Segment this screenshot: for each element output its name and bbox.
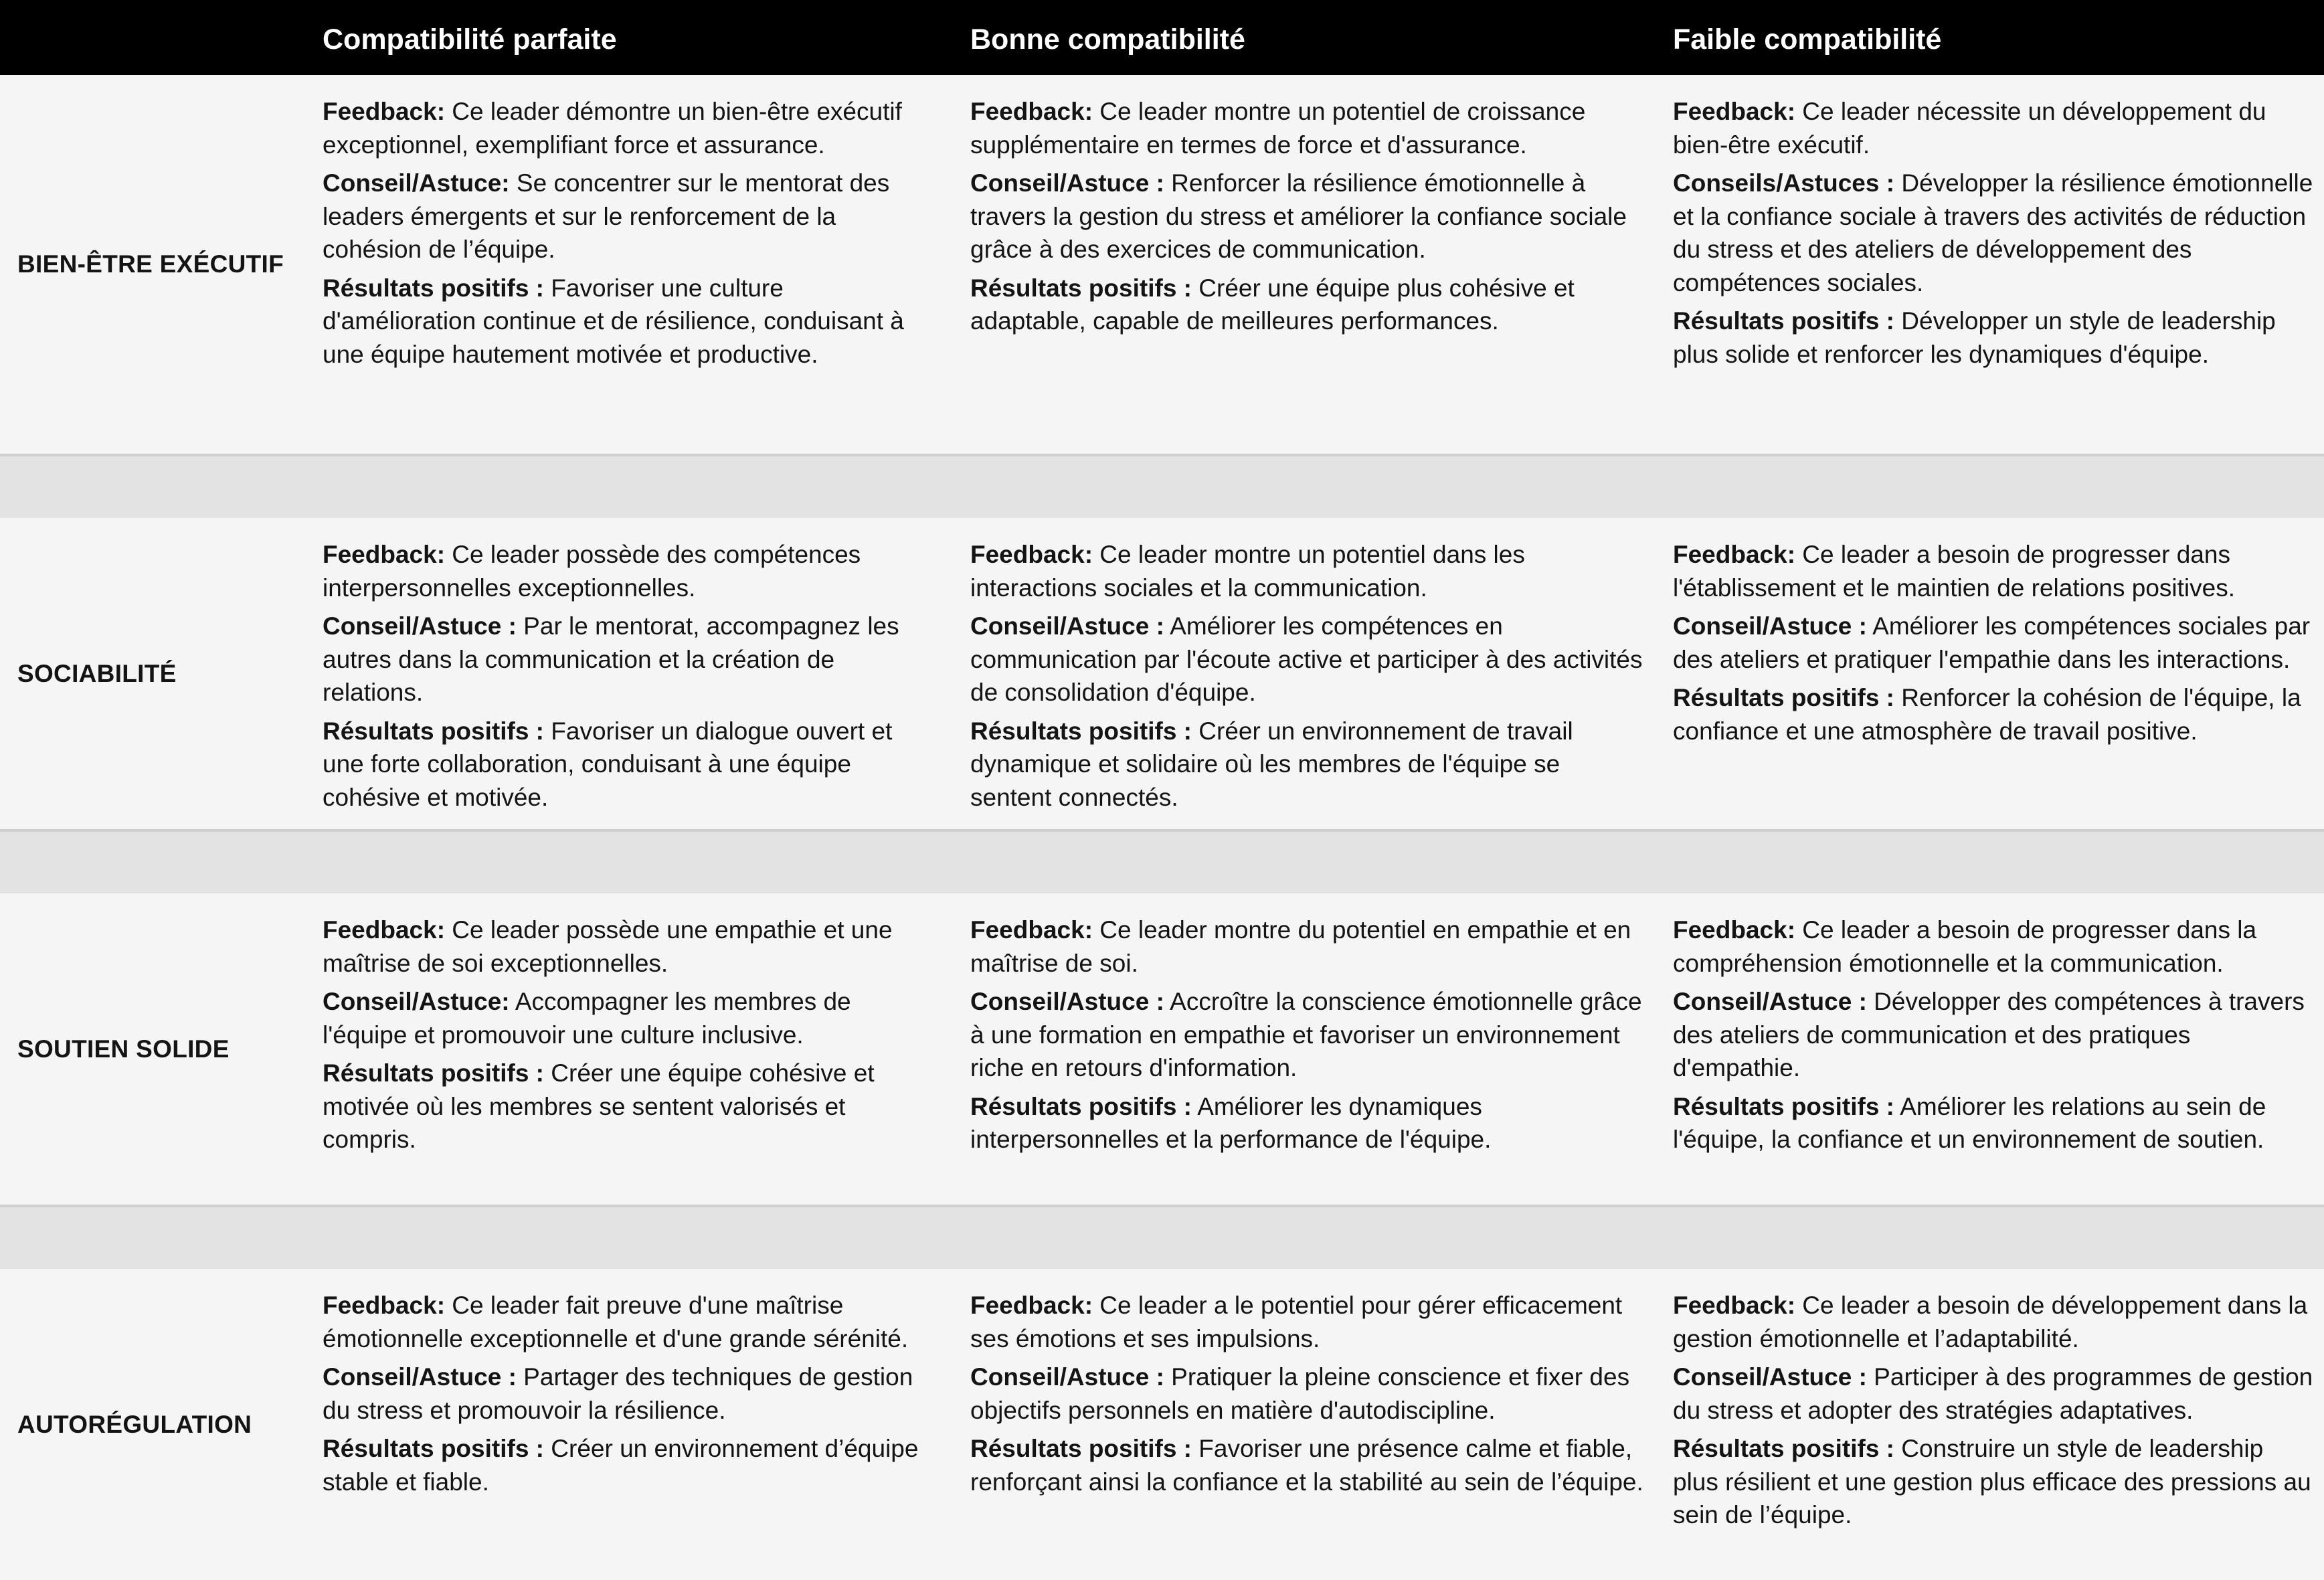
paragraph-text: Participer à des programmes de gestion du stress et adopter des stratégies adaptatives.: [1673, 1363, 2313, 1424]
paragraph-text: Ce leader nécessite un développement du bien-être exécutif.: [1673, 98, 2266, 159]
cell-low: [1673, 1289, 2315, 1537]
cell-perfect: [323, 1289, 938, 1504]
paragraph-key: Résultats positifs :: [970, 1092, 1192, 1120]
positive-results-paragraph: [970, 1090, 1646, 1156]
paragraph-text: Accompagner les membres de l'équipe et promouvoir une culture inclusive.: [323, 988, 851, 1049]
advice-paragraph: [970, 1360, 1646, 1427]
paragraph-text: Créer un environnement de travail dynamique et solidaire où les membres de l'équipe se sentent connectés.: [970, 717, 1573, 811]
paragraph-key: Conseil/Astuce :: [970, 988, 1164, 1015]
advice-paragraph: [970, 985, 1646, 1085]
paragraph-text: Ce leader a besoin de progresser dans l'établissement et le maintien de relations positives.: [1673, 541, 2235, 602]
table-row: [0, 893, 2324, 1205]
paragraph-text: Créer une équipe plus cohésive et adaptable, capable de meilleures performances.: [970, 274, 1575, 335]
paragraph-text: Partager des techniques de gestion du stress et promouvoir la résilience.: [323, 1363, 913, 1424]
positive-results-paragraph: [1673, 681, 2315, 748]
feedback-paragraph: [1673, 95, 2315, 161]
paragraph-text: Ce leader a besoin de développement dans la gestion émotionnelle et l’adaptabilité.: [1673, 1292, 2308, 1352]
row-label: AUTORÉGULATION: [17, 1410, 252, 1438]
paragraph-key: Conseil/Astuce :: [323, 612, 517, 640]
paragraph-key: Résultats positifs :: [970, 717, 1192, 745]
paragraph-key: Feedback:: [1673, 916, 1796, 944]
positive-results-paragraph: [323, 715, 938, 814]
paragraph-text: Ce leader montre du potentiel en empathie et en maîtrise de soi.: [970, 916, 1631, 977]
advice-paragraph: [1673, 167, 2315, 299]
paragraph-text: Ce leader montre un potentiel de croissance supplémentaire en termes de force et d'assurance.: [970, 98, 1586, 159]
paragraph-key: Résultats positifs :: [970, 274, 1192, 302]
paragraph-key: Résultats positifs :: [1673, 1092, 1894, 1120]
paragraph-text: Ce leader démontre un bien-être exécutif exceptionnel, exemplifiant force et assurance.: [323, 98, 902, 159]
cell-perfect: [323, 538, 938, 819]
paragraph-key: Résultats positifs :: [323, 1059, 544, 1087]
paragraph-text: Accroître la conscience émotionnelle grâce à une formation en empathie et favoriser un environnement riche en retours d'information.: [970, 988, 1642, 1081]
positive-results-paragraph: [323, 272, 938, 371]
paragraph-key: Résultats positifs :: [323, 717, 544, 745]
positive-results-paragraph: [323, 1432, 938, 1498]
cell-perfect: [323, 913, 938, 1162]
paragraph-key: Feedback:: [323, 1292, 446, 1319]
feedback-paragraph: [323, 1289, 938, 1355]
paragraph-text: Créer un environnement d’équipe stable et fiable.: [323, 1435, 919, 1496]
paragraph-text: Construire un style de leadership plus résilient et une gestion plus efficace des pressions au sein de l’équipe.: [1673, 1435, 2311, 1528]
paragraph-key: Conseil/Astuce :: [323, 1363, 517, 1391]
paragraph-text: Améliorer les dynamiques interpersonnelles et la performance de l'équipe.: [970, 1092, 1492, 1153]
paragraph-text: Ce leader montre un potentiel dans les interactions sociales et la communication.: [970, 541, 1525, 602]
paragraph-key: Conseils/Astuces :: [1673, 169, 1895, 197]
paragraph-text: Favoriser un dialogue ouvert et une forte collaboration, conduisant à une équipe cohésive et motivée.: [323, 717, 893, 811]
paragraph-text: Renforcer la cohésion de l'équipe, la confiance et une atmosphère de travail positive.: [1673, 684, 2301, 745]
advice-paragraph: [970, 167, 1646, 266]
cell-good: [970, 913, 1646, 1162]
paragraph-key: Résultats positifs :: [1673, 684, 1894, 711]
row-label: SOCIABILITÉ: [17, 659, 177, 687]
row-label: SOUTIEN SOLIDE: [17, 1035, 230, 1063]
paragraph-text: Améliorer les relations au sein de l'équipe, la confiance et un environnement de soutien.: [1673, 1092, 2266, 1153]
paragraph-text: Pratiquer la pleine conscience et fixer des objectifs personnels en matière d'autodiscipline.: [970, 1363, 1630, 1424]
advice-paragraph: [323, 610, 938, 709]
header-perfect-compatibility: Compatibilité parfaite: [323, 23, 617, 56]
advice-paragraph: [323, 167, 938, 266]
cell-good: [970, 1289, 1646, 1504]
paragraph-text: Par le mentorat, accompagnez les autres dans la communication et la création de relations.: [323, 612, 899, 706]
table-row: [0, 75, 2324, 454]
paragraph-key: Feedback:: [970, 1292, 1093, 1319]
advice-paragraph: [1673, 985, 2315, 1085]
advice-paragraph: [323, 985, 938, 1051]
table-row: [0, 518, 2324, 829]
row-spacer: [0, 456, 2324, 518]
cell-low: [1673, 538, 2315, 753]
paragraph-text: Ce leader possède des compétences interpersonnelles exceptionnelles.: [323, 541, 861, 602]
positive-results-paragraph: [970, 272, 1646, 338]
header-good-compatibility: Bonne compatibilité: [970, 23, 1245, 56]
advice-paragraph: [970, 610, 1646, 709]
paragraph-text: Favoriser une culture d'amélioration continue et de résilience, conduisant à une équipe hautement motivée et productive.: [323, 274, 904, 368]
feedback-paragraph: [970, 538, 1646, 604]
feedback-paragraph: [1673, 913, 2315, 980]
paragraph-key: Conseil/Astuce :: [1673, 612, 1867, 640]
paragraph-key: Feedback:: [970, 916, 1093, 944]
feedback-paragraph: [970, 1289, 1646, 1355]
paragraph-text: Ce leader fait preuve d'une maîtrise émotionnelle exceptionnelle et d'une grande sérénité.: [323, 1292, 909, 1352]
paragraph-key: Conseil/Astuce :: [970, 169, 1164, 197]
paragraph-key: Résultats positifs :: [323, 274, 544, 302]
cell-perfect: [323, 95, 938, 376]
paragraph-key: Conseil/Astuce :: [970, 612, 1164, 640]
paragraph-key: Feedback:: [323, 916, 446, 944]
row-spacer: [0, 832, 2324, 893]
paragraph-key: Feedback:: [1673, 98, 1796, 125]
feedback-paragraph: [1673, 538, 2315, 604]
paragraph-key: Feedback:: [970, 98, 1093, 125]
advice-paragraph: [1673, 610, 2315, 676]
table-row: [0, 1269, 2324, 1580]
paragraph-key: Conseil/Astuce:: [323, 988, 510, 1015]
paragraph-key: Résultats positifs :: [1673, 1435, 1894, 1462]
positive-results-paragraph: [1673, 304, 2315, 371]
paragraph-key: Feedback:: [323, 98, 446, 125]
paragraph-key: Feedback:: [1673, 1292, 1796, 1319]
paragraph-text: Développer la résilience émotionnelle et la confiance sociale à travers des activités de réduction du stress et des ateliers de développement des compétences sociales.: [1673, 169, 2313, 296]
positive-results-paragraph: [970, 715, 1646, 814]
cell-low: [1673, 913, 2315, 1162]
paragraph-text: Renforcer la résilience émotionnelle à travers la gestion du stress et améliorer la confiance sociale grâce à des exercices de communication.: [970, 169, 1627, 263]
feedback-paragraph: [1673, 1289, 2315, 1355]
row-label: BIEN-ÊTRE EXÉCUTIF: [17, 250, 284, 278]
paragraph-key: Conseil/Astuce :: [1673, 1363, 1867, 1391]
paragraph-text: Développer des compétences à travers des ateliers de communication et des pratiques d'empathie.: [1673, 988, 2305, 1081]
advice-paragraph: [1673, 1360, 2315, 1427]
paragraph-key: Feedback:: [1673, 541, 1796, 568]
paragraph-key: Feedback:: [970, 541, 1093, 568]
advice-paragraph: [323, 1360, 938, 1427]
paragraph-key: Feedback:: [323, 541, 446, 568]
feedback-paragraph: [970, 913, 1646, 980]
paragraph-text: Ce leader a besoin de progresser dans la compréhension émotionnelle et la communication.: [1673, 916, 2257, 977]
paragraph-text: Ce leader a le potentiel pour gérer efficacement ses émotions et ses impulsions.: [970, 1292, 1623, 1352]
paragraph-text: Ce leader possède une empathie et une maîtrise de soi exceptionnelles.: [323, 916, 893, 977]
paragraph-key: Conseil/Astuce :: [970, 1363, 1164, 1391]
positive-results-paragraph: [1673, 1090, 2315, 1156]
feedback-paragraph: [323, 913, 938, 980]
feedback-paragraph: [970, 95, 1646, 161]
feedback-paragraph: [323, 95, 938, 161]
cell-good: [970, 538, 1646, 819]
positive-results-paragraph: [970, 1432, 1646, 1498]
paragraph-key: Résultats positifs :: [323, 1435, 544, 1462]
positive-results-paragraph: [1673, 1432, 2315, 1532]
paragraph-key: Conseil/Astuce:: [323, 169, 510, 197]
paragraph-key: Conseil/Astuce :: [1673, 988, 1867, 1015]
paragraph-text: Favoriser une présence calme et fiable, renforçant ainsi la confiance et la stabilité au sein de l’équipe.: [970, 1435, 1643, 1496]
paragraph-text: Améliorer les compétences sociales par des ateliers et pratiquer l'empathie dans les interactions.: [1673, 612, 2311, 673]
table-header: [0, 0, 2324, 75]
paragraph-text: Créer une équipe cohésive et motivée où les membres se sentent valorisés et compris.: [323, 1059, 875, 1153]
positive-results-paragraph: [323, 1057, 938, 1156]
paragraph-text: Améliorer les compétences en communication par l'écoute active et participer à des activités de consolidation d'équipe.: [970, 612, 1643, 706]
header-low-compatibility: Faible compatibilité: [1673, 23, 1942, 56]
feedback-paragraph: [323, 538, 938, 604]
paragraph-key: Résultats positifs :: [970, 1435, 1192, 1462]
row-spacer: [0, 1207, 2324, 1269]
paragraph-text: Se concentrer sur le mentorat des leaders émergents et sur le renforcement de la cohésion de l’équipe.: [323, 169, 890, 263]
cell-good: [970, 95, 1646, 343]
paragraph-text: Développer un style de leadership plus solide et renforcer les dynamiques d'équipe.: [1673, 307, 2276, 368]
cell-low: [1673, 95, 2315, 376]
paragraph-key: Résultats positifs :: [1673, 307, 1894, 335]
